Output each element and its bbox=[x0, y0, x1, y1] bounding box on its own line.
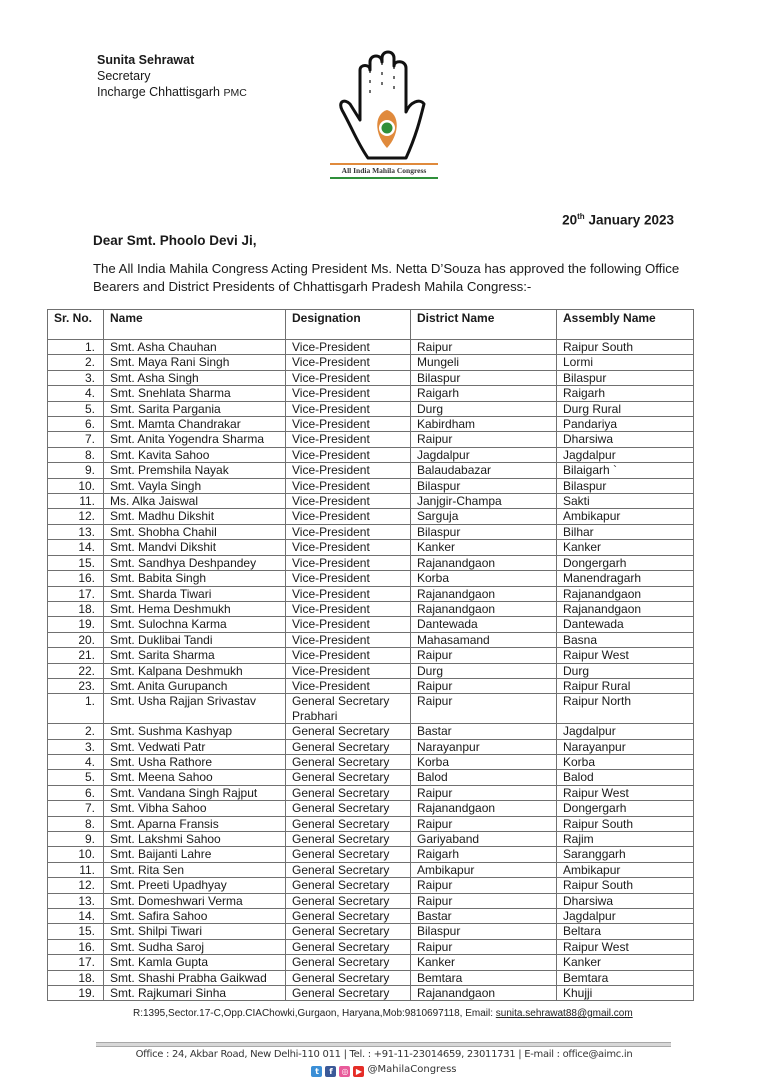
social-bar bbox=[0, 1064, 768, 1077]
cell-name: Smt. Sulochna Karma bbox=[104, 617, 286, 632]
cell-assembly: Narayanpur bbox=[557, 739, 694, 754]
cell-district: Rajanandgaon bbox=[411, 586, 557, 601]
cell-assembly: Dantewada bbox=[557, 617, 694, 632]
table-row bbox=[48, 678, 694, 693]
table-row bbox=[48, 939, 694, 954]
cell-assembly: Sakti bbox=[557, 494, 694, 509]
table-row bbox=[48, 801, 694, 816]
cell-designation: Vice-President bbox=[286, 540, 411, 555]
cell-sr-no: 1. bbox=[48, 340, 104, 355]
cell-designation: General Secretary bbox=[286, 847, 411, 862]
cell-sr-no: 1. bbox=[48, 694, 104, 724]
cell-assembly: Dharsiwa bbox=[557, 893, 694, 908]
table-row bbox=[48, 370, 694, 385]
sender-block bbox=[97, 52, 247, 101]
cell-sr-no: 2. bbox=[48, 355, 104, 370]
cell-name: Smt. Anita Gurupanch bbox=[104, 678, 286, 693]
cell-designation: General Secretary bbox=[286, 939, 411, 954]
table-row bbox=[48, 878, 694, 893]
instagram-icon[interactable]: ◎ bbox=[339, 1066, 350, 1077]
cell-name: Smt. Meena Sahoo bbox=[104, 770, 286, 785]
sender-email-link[interactable]: sunita.sehrawat88@gmail.com bbox=[495, 1008, 633, 1019]
cell-sr-no: 3. bbox=[48, 370, 104, 385]
cell-name: Smt. Baijanti Lahre bbox=[104, 847, 286, 862]
cell-name: Smt. Mamta Chandrakar bbox=[104, 417, 286, 432]
table-row bbox=[48, 739, 694, 754]
cell-district: Raipur bbox=[411, 939, 557, 954]
cell-assembly: Raipur North bbox=[557, 694, 694, 724]
cell-sr-no: 17. bbox=[48, 955, 104, 970]
youtube-icon[interactable]: ▶ bbox=[353, 1066, 364, 1077]
cell-designation: Vice-President bbox=[286, 355, 411, 370]
cell-name: Smt. Snehlata Sharma bbox=[104, 386, 286, 401]
cell-name: Smt. Vandana Singh Rajput bbox=[104, 785, 286, 800]
cell-assembly: Raipur South bbox=[557, 816, 694, 831]
social-handle: @MahilaCongress bbox=[367, 1064, 457, 1075]
table-row bbox=[48, 909, 694, 924]
cell-sr-no: 19. bbox=[48, 986, 104, 1001]
cell-district: Bilaspur bbox=[411, 524, 557, 539]
address-text: R:1395,Sector.17-C,Opp.CIAChowki,Gurgaon, Haryana,Mob:9810697118, Email: bbox=[133, 1008, 496, 1019]
intro-paragraph: The All India Mahila Congress Acting President Ms. Netta D’Souza has approved the following Office Bearers and District Presidents of Chhattisgarh Pradesh Mahila Congress:- bbox=[93, 261, 680, 294]
cell-sr-no: 10. bbox=[48, 478, 104, 493]
cell-name: Smt. Anita Yogendra Sharma bbox=[104, 432, 286, 447]
table-row bbox=[48, 386, 694, 401]
cell-assembly: Basna bbox=[557, 632, 694, 647]
table-row bbox=[48, 648, 694, 663]
cell-assembly: Rajanandgaon bbox=[557, 601, 694, 616]
cell-designation: Vice-President bbox=[286, 370, 411, 385]
logo-saffron-rule bbox=[330, 163, 438, 165]
hand-emblem-icon bbox=[330, 48, 440, 180]
cell-assembly: Bilaigarh ` bbox=[557, 463, 694, 478]
cell-assembly: Raipur South bbox=[557, 340, 694, 355]
table-row bbox=[48, 617, 694, 632]
cell-district: Raipur bbox=[411, 785, 557, 800]
cell-district: Ambikapur bbox=[411, 862, 557, 877]
cell-assembly: Ambikapur bbox=[557, 862, 694, 877]
cell-sr-no: 17. bbox=[48, 586, 104, 601]
cell-name: Smt. Madhu Dikshit bbox=[104, 509, 286, 524]
cell-sr-no: 19. bbox=[48, 617, 104, 632]
cell-district: Bemtara bbox=[411, 970, 557, 985]
letter-date bbox=[562, 212, 674, 228]
cell-district: Raipur bbox=[411, 340, 557, 355]
cell-name: Smt. Maya Rani Singh bbox=[104, 355, 286, 370]
cell-name: Smt. Kavita Sahoo bbox=[104, 447, 286, 462]
cell-assembly: Bilaspur bbox=[557, 370, 694, 385]
cell-district: Bilaspur bbox=[411, 924, 557, 939]
cell-district: Kanker bbox=[411, 955, 557, 970]
cell-sr-no: 23. bbox=[48, 678, 104, 693]
cell-name: Smt. Kalpana Deshmukh bbox=[104, 663, 286, 678]
sender-title: Secretary bbox=[97, 69, 151, 83]
cell-name: Smt. Sushma Kashyap bbox=[104, 724, 286, 739]
cell-district: Jagdalpur bbox=[411, 447, 557, 462]
cell-designation: General Secretary bbox=[286, 801, 411, 816]
cell-name: Smt. Sandhya Deshpandey bbox=[104, 555, 286, 570]
cell-district: Bilaspur bbox=[411, 478, 557, 493]
cell-district: Raipur bbox=[411, 694, 557, 724]
cell-district: Rajanandgaon bbox=[411, 801, 557, 816]
cell-assembly: Kanker bbox=[557, 540, 694, 555]
cell-assembly: Khujji bbox=[557, 986, 694, 1001]
cell-assembly: Raipur West bbox=[557, 785, 694, 800]
table-row bbox=[48, 754, 694, 769]
cell-name: Smt. Domeshwari Verma bbox=[104, 893, 286, 908]
cell-assembly: Raipur Rural bbox=[557, 678, 694, 693]
cell-district: Durg bbox=[411, 401, 557, 416]
cell-assembly: Korba bbox=[557, 754, 694, 769]
cell-assembly: Lormi bbox=[557, 355, 694, 370]
cell-designation: General Secretary bbox=[286, 816, 411, 831]
cell-designation: Vice-President bbox=[286, 340, 411, 355]
cell-name: Smt. Kamla Gupta bbox=[104, 955, 286, 970]
sender-name: Sunita Sehrawat bbox=[97, 53, 195, 67]
cell-sr-no: 5. bbox=[48, 770, 104, 785]
table-row bbox=[48, 586, 694, 601]
cell-designation: Vice-President bbox=[286, 509, 411, 524]
cell-designation: General Secretary bbox=[286, 739, 411, 754]
table-row bbox=[48, 832, 694, 847]
table-row bbox=[48, 340, 694, 355]
sender-incharge bbox=[97, 84, 247, 101]
table-row bbox=[48, 555, 694, 570]
cell-district: Raipur bbox=[411, 878, 557, 893]
cell-name: Smt. Hema Deshmukh bbox=[104, 601, 286, 616]
cell-name: Smt. Usha Rajjan Srivastav bbox=[104, 694, 286, 724]
cell-assembly: Jagdalpur bbox=[557, 447, 694, 462]
cell-designation: General Secretary bbox=[286, 986, 411, 1001]
cell-designation: Vice-President bbox=[286, 648, 411, 663]
cell-sr-no: 7. bbox=[48, 801, 104, 816]
cell-designation: General Secretary bbox=[286, 955, 411, 970]
cell-district: Korba bbox=[411, 754, 557, 769]
table-row bbox=[48, 355, 694, 370]
cell-name: Smt. Aparna Fransis bbox=[104, 816, 286, 831]
cell-designation: General Secretary bbox=[286, 970, 411, 985]
cell-designation: General Secretary bbox=[286, 754, 411, 769]
cell-name: Smt. Usha Rathore bbox=[104, 754, 286, 769]
table-row bbox=[48, 601, 694, 616]
table-row bbox=[48, 463, 694, 478]
table-row bbox=[48, 785, 694, 800]
table-row bbox=[48, 862, 694, 877]
cell-designation: Vice-President bbox=[286, 601, 411, 616]
cell-assembly: Saranggarh bbox=[557, 847, 694, 862]
cell-assembly: Bilhar bbox=[557, 524, 694, 539]
cell-district: Balod bbox=[411, 770, 557, 785]
cell-name: Smt. Vayla Singh bbox=[104, 478, 286, 493]
table-row bbox=[48, 447, 694, 462]
cell-designation: Vice-President bbox=[286, 417, 411, 432]
cell-district: Raigarh bbox=[411, 386, 557, 401]
table-body bbox=[48, 340, 694, 1001]
cell-designation: Vice-President bbox=[286, 447, 411, 462]
table-row bbox=[48, 509, 694, 524]
cell-district: Raipur bbox=[411, 648, 557, 663]
cell-assembly: Balod bbox=[557, 770, 694, 785]
cell-sr-no: 18. bbox=[48, 601, 104, 616]
date-rest: January 2023 bbox=[588, 212, 674, 228]
sender-incharge-text: Incharge Chhattisgarh bbox=[97, 85, 220, 99]
cell-designation: Vice-President bbox=[286, 401, 411, 416]
cell-designation: General Secretary bbox=[286, 893, 411, 908]
cell-district: Raipur bbox=[411, 432, 557, 447]
cell-sr-no: 21. bbox=[48, 648, 104, 663]
cell-name: Smt. Shobha Chahil bbox=[104, 524, 286, 539]
cell-sr-no: 8. bbox=[48, 816, 104, 831]
cell-sr-no: 2. bbox=[48, 724, 104, 739]
cell-designation: General Secretary bbox=[286, 909, 411, 924]
cell-district: Bilaspur bbox=[411, 370, 557, 385]
cell-assembly: Ambikapur bbox=[557, 509, 694, 524]
cell-designation: Vice-President bbox=[286, 494, 411, 509]
cell-designation: Vice-President bbox=[286, 663, 411, 678]
cell-designation: General Secretary bbox=[286, 862, 411, 877]
cell-district: Rajanandgaon bbox=[411, 555, 557, 570]
cell-district: Durg bbox=[411, 663, 557, 678]
cell-sr-no: 12. bbox=[48, 509, 104, 524]
social-icons bbox=[311, 1064, 367, 1075]
cell-designation: Vice-President bbox=[286, 632, 411, 647]
cell-designation: Vice-President bbox=[286, 571, 411, 586]
cell-designation: General Secretary bbox=[286, 878, 411, 893]
header-district: District Name bbox=[411, 310, 557, 340]
cell-assembly: Bilaspur bbox=[557, 478, 694, 493]
cell-district: Kanker bbox=[411, 540, 557, 555]
cell-designation: General Secretary bbox=[286, 770, 411, 785]
header-designation: Designation bbox=[286, 310, 411, 340]
cell-district: Kabirdham bbox=[411, 417, 557, 432]
cell-assembly: Rajim bbox=[557, 832, 694, 847]
cell-designation: General Secretary bbox=[286, 832, 411, 847]
cell-name: Smt. Safira Sahoo bbox=[104, 909, 286, 924]
cell-designation: General Secretary bbox=[286, 785, 411, 800]
cell-designation: Vice-President bbox=[286, 386, 411, 401]
table-row bbox=[48, 694, 694, 724]
table-row bbox=[48, 524, 694, 539]
cell-name: Smt. Babita Singh bbox=[104, 571, 286, 586]
cell-sr-no: 14. bbox=[48, 909, 104, 924]
cell-sr-no: 7. bbox=[48, 432, 104, 447]
table-row bbox=[48, 632, 694, 647]
cell-district: Rajanandgaon bbox=[411, 601, 557, 616]
cell-district: Janjgir-Champa bbox=[411, 494, 557, 509]
cell-designation: Vice-President bbox=[286, 524, 411, 539]
cell-name: Smt. Duklibai Tandi bbox=[104, 632, 286, 647]
cell-assembly: Raipur South bbox=[557, 878, 694, 893]
cell-sr-no: 11. bbox=[48, 862, 104, 877]
header-assembly: Assembly Name bbox=[557, 310, 694, 340]
twitter-icon[interactable]: t bbox=[311, 1066, 322, 1077]
cell-name: Smt. Asha Singh bbox=[104, 370, 286, 385]
cell-district: Mungeli bbox=[411, 355, 557, 370]
cell-designation: Vice-President bbox=[286, 478, 411, 493]
cell-designation: Vice-President bbox=[286, 586, 411, 601]
cell-designation: General Secretary bbox=[286, 924, 411, 939]
office-address: Office : 24, Akbar Road, New Delhi-110 011 | Tel. : +91-11-23014659, 23011731 | E-mail : office@aimc.in bbox=[135, 1049, 633, 1060]
table-row bbox=[48, 401, 694, 416]
cell-assembly: Jagdalpur bbox=[557, 909, 694, 924]
cell-district: Raipur bbox=[411, 816, 557, 831]
cell-sr-no: 4. bbox=[48, 386, 104, 401]
table-row bbox=[48, 955, 694, 970]
table-row bbox=[48, 847, 694, 862]
cell-district: Dantewada bbox=[411, 617, 557, 632]
cell-assembly: Raipur West bbox=[557, 939, 694, 954]
cell-sr-no: 3. bbox=[48, 739, 104, 754]
table-row bbox=[48, 816, 694, 831]
cell-sr-no: 13. bbox=[48, 524, 104, 539]
table-row bbox=[48, 417, 694, 432]
table-row bbox=[48, 432, 694, 447]
cell-assembly: Raipur West bbox=[557, 648, 694, 663]
table-row bbox=[48, 893, 694, 908]
cell-assembly: Raigarh bbox=[557, 386, 694, 401]
date-suffix: th bbox=[577, 212, 585, 221]
cell-name: Smt. Mandvi Dikshit bbox=[104, 540, 286, 555]
cell-designation: Vice-President bbox=[286, 678, 411, 693]
cell-sr-no: 11. bbox=[48, 494, 104, 509]
cell-district: Raipur bbox=[411, 893, 557, 908]
cell-assembly: Dongergarh bbox=[557, 555, 694, 570]
cell-designation: General Secretary bbox=[286, 724, 411, 739]
cell-designation: General Secretary Prabhari bbox=[286, 694, 411, 724]
table-row bbox=[48, 970, 694, 985]
date-day: 20 bbox=[562, 212, 578, 228]
table-row bbox=[48, 571, 694, 586]
table-row bbox=[48, 924, 694, 939]
cell-name: Smt. Shashi Prabha Gaikwad bbox=[104, 970, 286, 985]
cell-assembly: Pandariya bbox=[557, 417, 694, 432]
cell-district: Raigarh bbox=[411, 847, 557, 862]
sender-address bbox=[133, 1008, 633, 1019]
logo-green-rule bbox=[330, 177, 438, 179]
cell-name: Smt. Sarita Sharma bbox=[104, 648, 286, 663]
cell-assembly: Manendragarh bbox=[557, 571, 694, 586]
cell-designation: Vice-President bbox=[286, 555, 411, 570]
cell-sr-no: 12. bbox=[48, 878, 104, 893]
table-row bbox=[48, 663, 694, 678]
cell-name: Smt. Rita Sen bbox=[104, 862, 286, 877]
cell-sr-no: 22. bbox=[48, 663, 104, 678]
cell-name: Smt. Premshila Nayak bbox=[104, 463, 286, 478]
cell-sr-no: 9. bbox=[48, 463, 104, 478]
facebook-icon[interactable]: f bbox=[325, 1066, 336, 1077]
cell-sr-no: 18. bbox=[48, 970, 104, 985]
cell-assembly: Rajanandgaon bbox=[557, 586, 694, 601]
cell-name: Smt. Vedwati Patr bbox=[104, 739, 286, 754]
cell-sr-no: 13. bbox=[48, 893, 104, 908]
cell-sr-no: 6. bbox=[48, 417, 104, 432]
cell-assembly: Jagdalpur bbox=[557, 724, 694, 739]
cell-name: Smt. Vibha Sahoo bbox=[104, 801, 286, 816]
cell-designation: Vice-President bbox=[286, 432, 411, 447]
cell-district: Mahasamand bbox=[411, 632, 557, 647]
salutation: Dear Smt. Phoolo Devi Ji, bbox=[93, 233, 257, 248]
cell-district: Balaudabazar bbox=[411, 463, 557, 478]
cell-district: Bastar bbox=[411, 724, 557, 739]
footer-divider bbox=[96, 1042, 671, 1047]
cell-district: Rajanandgaon bbox=[411, 986, 557, 1001]
cell-name: Smt. Preeti Upadhyay bbox=[104, 878, 286, 893]
cell-assembly: Bemtara bbox=[557, 970, 694, 985]
cell-sr-no: 5. bbox=[48, 401, 104, 416]
cell-name: Smt. Lakshmi Sahoo bbox=[104, 832, 286, 847]
cell-sr-no: 15. bbox=[48, 555, 104, 570]
cell-sr-no: 10. bbox=[48, 847, 104, 862]
header-name: Name bbox=[104, 310, 286, 340]
cell-designation: Vice-President bbox=[286, 463, 411, 478]
cell-sr-no: 15. bbox=[48, 924, 104, 939]
cell-name: Smt. Asha Chauhan bbox=[104, 340, 286, 355]
cell-sr-no: 16. bbox=[48, 571, 104, 586]
cell-assembly: Durg Rural bbox=[557, 401, 694, 416]
cell-sr-no: 8. bbox=[48, 447, 104, 462]
cell-assembly: Beltara bbox=[557, 924, 694, 939]
cell-sr-no: 9. bbox=[48, 832, 104, 847]
cell-designation: Vice-President bbox=[286, 617, 411, 632]
cell-name: Smt. Sarita Pargania bbox=[104, 401, 286, 416]
office-bearers-table bbox=[47, 309, 694, 1001]
cell-district: Raipur bbox=[411, 678, 557, 693]
cell-sr-no: 6. bbox=[48, 785, 104, 800]
cell-name: Smt. Shilpi Tiwari bbox=[104, 924, 286, 939]
cell-assembly: Durg bbox=[557, 663, 694, 678]
cell-district: Bastar bbox=[411, 909, 557, 924]
cell-name: Smt. Rajkumari Sinha bbox=[104, 986, 286, 1001]
cell-name: Smt. Sharda Tiwari bbox=[104, 586, 286, 601]
sender-incharge-suffix: PMC bbox=[223, 87, 247, 99]
table-row bbox=[48, 478, 694, 493]
cell-sr-no: 20. bbox=[48, 632, 104, 647]
cell-name: Smt. Sudha Saroj bbox=[104, 939, 286, 954]
logo-caption: All India Mahila Congress bbox=[341, 166, 427, 175]
table-row bbox=[48, 540, 694, 555]
cell-sr-no: 14. bbox=[48, 540, 104, 555]
table-header-row bbox=[48, 310, 694, 340]
table-row bbox=[48, 724, 694, 739]
cell-district: Gariyaband bbox=[411, 832, 557, 847]
cell-district: Narayanpur bbox=[411, 739, 557, 754]
header-sr-no: Sr. No. bbox=[48, 310, 104, 340]
cell-sr-no: 4. bbox=[48, 754, 104, 769]
cell-name: Ms. Alka Jaiswal bbox=[104, 494, 286, 509]
table-row bbox=[48, 770, 694, 785]
cell-assembly: Kanker bbox=[557, 955, 694, 970]
cell-assembly: Dongergarh bbox=[557, 801, 694, 816]
table-row bbox=[48, 986, 694, 1001]
cell-district: Korba bbox=[411, 571, 557, 586]
table-row bbox=[48, 494, 694, 509]
cell-district: Sarguja bbox=[411, 509, 557, 524]
cell-assembly: Dharsiwa bbox=[557, 432, 694, 447]
cell-sr-no: 16. bbox=[48, 939, 104, 954]
